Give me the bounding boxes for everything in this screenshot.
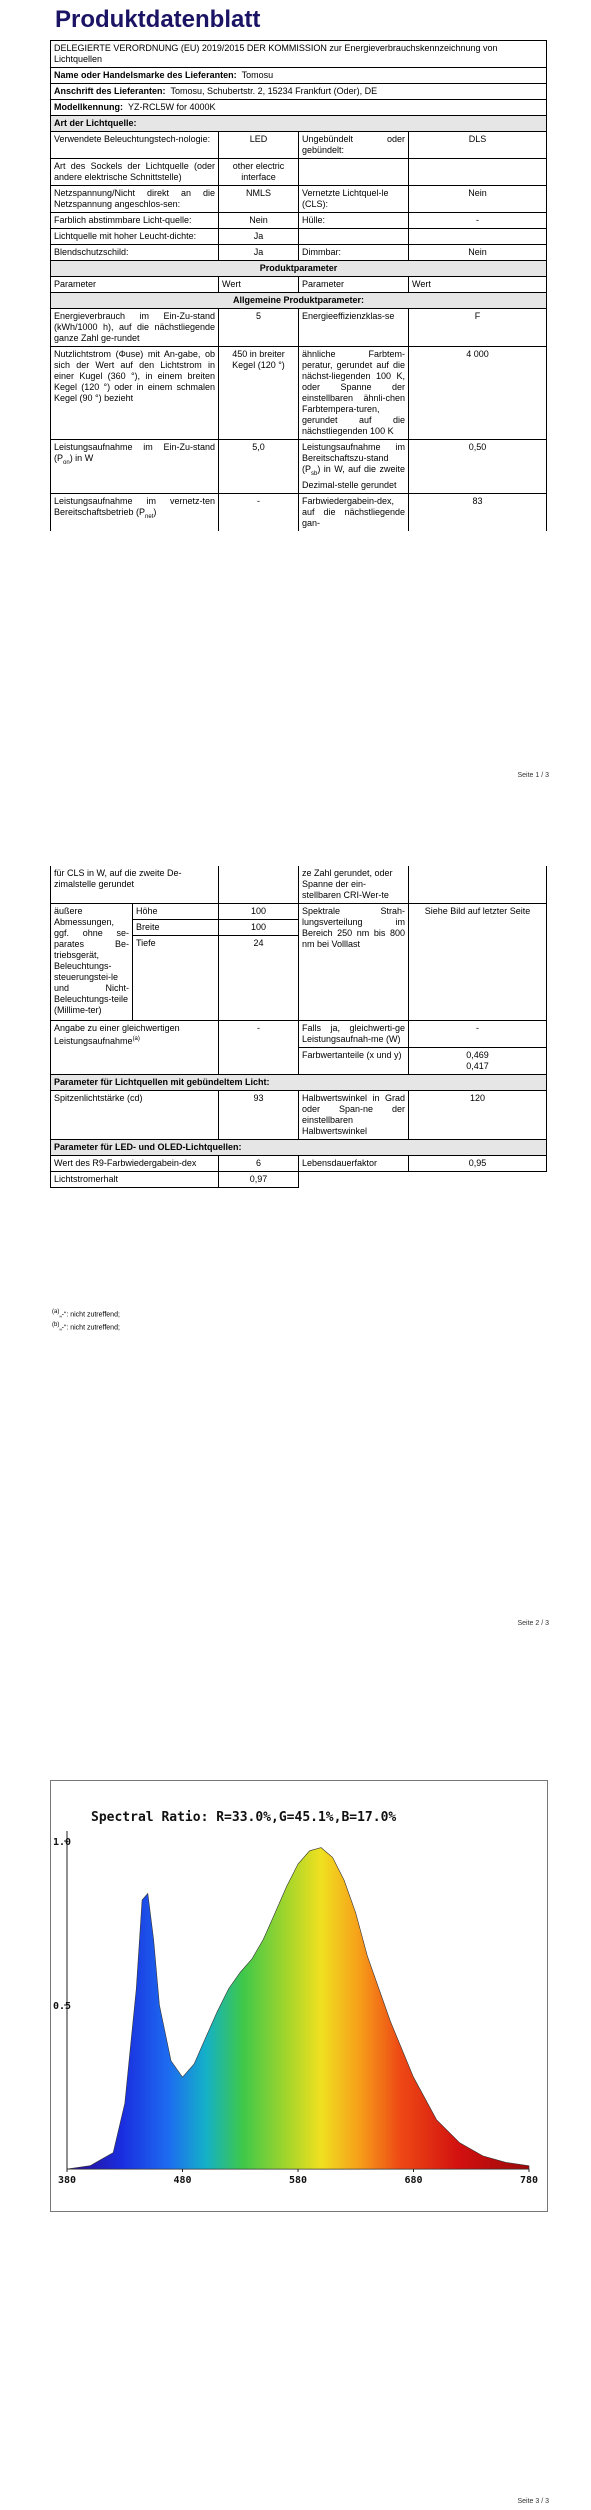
energy-class-label: Energieeffizienzklas-se	[299, 309, 409, 347]
col-param-1: Parameter	[51, 277, 219, 293]
spectral-label: Spektrale Strah-lungsverteilung im Bereich 250 nm bis 800 nm bei Volllast	[299, 904, 409, 1021]
chromaticity-label: Farbwertanteile (x und y)	[299, 1048, 409, 1075]
undirected-value: DLS	[409, 132, 547, 159]
r9-label: Wert des R9-Farbwiedergabein-dex	[51, 1156, 219, 1172]
energy-class-value: F	[409, 309, 547, 347]
pnet-label-cont: für CLS in W, auf die zweite De-zimalstelle gerundet	[51, 866, 219, 904]
page-3	[0, 1700, 591, 2510]
page-number-3: Seite 3 / 3	[517, 2498, 549, 2505]
energy-value: 5	[219, 309, 299, 347]
spectrum-area	[67, 1848, 529, 2169]
equivalent-power-value: -	[219, 1021, 299, 1075]
cls-value: Nein	[409, 186, 547, 213]
document-title: Produktdatenblatt	[55, 6, 261, 33]
equivalent-power-label: Angabe zu einer gleichwertigen Leistungsaufnahme$^{(a)}$	[51, 1021, 219, 1075]
y-tick-label: 0.5	[53, 2001, 72, 2012]
cri-value: 83	[409, 493, 547, 531]
pnet-value: -	[219, 493, 299, 531]
mains-label: Netzspannung/Nicht direkt an die Netzspannung angeschlos-sen:	[51, 186, 219, 213]
beam-angle-label: Halbwertswinkel in Grad oder Span-ne der einstellbaren Halbwertswinkel	[299, 1091, 409, 1140]
width-label: Breite	[133, 920, 219, 936]
survival-factor-value: 0,95	[409, 1156, 547, 1172]
page-number-2: Seite 2 / 3	[517, 1620, 549, 1627]
spectrum-chart	[51, 1781, 547, 2211]
tunable-label: Farblich abstimmbare Licht-quelle:	[51, 213, 219, 229]
product-table-part-1	[50, 40, 547, 531]
tech-value: LED	[219, 132, 299, 159]
chromaticity-value: 0,469 0,417	[409, 1048, 547, 1075]
x-tick-label: 580	[288, 2175, 308, 2186]
y-tick-label: 1.0	[53, 1837, 72, 1848]
model-row: Modellkennung: YZ-RCL5W for 4000K	[51, 100, 547, 116]
cls-label: Vernetzte Lichtquel-le (CLS):	[299, 186, 409, 213]
col-value-1: Wert	[219, 277, 299, 293]
lumen-maintenance-value: 0,97	[219, 1172, 299, 1188]
x-tick-label: 380	[57, 2175, 77, 2186]
peak-intensity-label: Spitzenlichtstärke (cd)	[51, 1091, 219, 1140]
section-light-source-type: Art der Lichtquelle:	[51, 116, 547, 132]
pon-value: 5,0	[219, 440, 299, 494]
pon-label: Leistungsaufnahme im Ein-Zu-stand $(P_{on})$ in W	[51, 440, 219, 494]
x-tick-label: 680	[404, 2175, 423, 2186]
cri-label: Farbwiedergabein-dex, auf die nächstliegende gan-	[299, 493, 409, 531]
dims-label: äußere Abmessungen, ggf. ohne se-parates Be-triebsgerät, Beleuchtungs-steuerungstei-le und Nicht-Beleuchtungs-teile (Millime-ter)	[51, 904, 133, 1021]
supplier-name-row: Name oder Handelsmarke des Lieferanten: Tomosu	[51, 68, 547, 84]
tech-label: Verwendete Beleuchtungstech-nologie:	[51, 132, 219, 159]
high-luminance-label: Lichtquelle mit hoher Leucht-dichte:	[51, 229, 219, 245]
envelope-label: Hülle:	[299, 213, 409, 229]
height-value: 100	[219, 904, 299, 920]
energy-label: Energieverbrauch im Ein-Zu-stand (kWh/1000 h), auf die nächstliegende ganze Zahl ge-rundet	[51, 309, 219, 347]
dimmable-label: Dimmbar:	[299, 245, 409, 261]
cri-label-cont: ze Zahl gerundet, oder Spanne der ein-stellbaren CRI-Wer-te	[299, 866, 409, 904]
footnote-a: $^{(a)}$„-“: nicht zutreffend;	[52, 1309, 120, 1319]
general-params-header: Allgemeine Produktparameter:	[51, 293, 547, 309]
psb-label: Leistungsaufnahme im Bereitschaftszu-stand $(P_{sb})$ in W, auf die zweite Dezimal-stelle gerundet	[299, 440, 409, 494]
survival-factor-label: Lebensdauerfaktor	[299, 1156, 409, 1172]
footnote-b: $^{(b)}$„-“: nicht zutreffend;	[52, 1322, 120, 1332]
height-label: Höhe	[133, 904, 219, 920]
antiglare-label: Blendschutzschild:	[51, 245, 219, 261]
page-2	[0, 860, 591, 1630]
flux-label: Nutzlichtstrom (Φuse) mit An-gabe, ob sich der Wert auf den Lichtstrom in einer Kugel (360 °), in einem breiten Kegel (120 °) oder in einem schmalen Kegel (90 °) bezieht	[51, 347, 219, 440]
depth-label: Tiefe	[133, 936, 219, 1021]
beam-angle-value: 120	[409, 1091, 547, 1140]
chart-title: Spectral Ratio: R=33.0%,G=45.1%,B=17.0%	[91, 1810, 397, 1825]
flux-value: 450 in breiter Kegel (120 °)	[219, 347, 299, 440]
equivalent-power-2-label: Falls ja, gleichwerti-ge Leistungsaufnah-me (W)	[299, 1021, 409, 1048]
antiglare-value: Ja	[219, 245, 299, 261]
led-header: Parameter für LED- und OLED-Lichtquellen:	[51, 1140, 547, 1156]
pnet-label: Leistungsaufnahme im vernetz-ten Bereitschaftsbetrieb $(P_{net})$	[51, 493, 219, 531]
supplier-address-row: Anschrift des Lieferanten: Tomosu, Schubertstr. 2, 15234 Frankfurt (Oder), DE	[51, 84, 547, 100]
dimmable-value: Nein	[409, 245, 547, 261]
tunable-value: Nein	[219, 213, 299, 229]
socket-value: other electric interface	[219, 159, 299, 186]
width-value: 100	[219, 920, 299, 936]
envelope-value: -	[409, 213, 547, 229]
undirected-label: Ungebündelt oder gebündelt:	[299, 132, 409, 159]
r9-value: 6	[219, 1156, 299, 1172]
page-number-1: Seite 1 / 3	[517, 772, 549, 779]
spectral-value: Siehe Bild auf letzter Seite	[409, 904, 547, 1021]
cct-label: ähnliche Farbtem-peratur, gerundet auf die nächst-liegenden 100 K, oder Spanne der einstellbaren ähnli-chen Farbtempera-turen, gerundet auf die nächstliegenden 100 K	[299, 347, 409, 440]
product-table-part-2	[50, 866, 547, 1188]
peak-intensity-value: 93	[219, 1091, 299, 1140]
depth-value: 24	[219, 936, 299, 1021]
spectrum-chart-frame	[50, 1780, 548, 2212]
lumen-maintenance-label: Lichtstromerhalt	[51, 1172, 219, 1188]
product-params-header: Produktparameter	[51, 261, 547, 277]
col-param-2: Parameter	[299, 277, 409, 293]
directional-header: Parameter für Lichtquellen mit gebündeltem Licht:	[51, 1075, 547, 1091]
high-luminance-value: Ja	[219, 229, 299, 245]
socket-label: Art des Sockels der Lichtquelle (oder andere elektrische Schnittstelle)	[51, 159, 219, 186]
mains-value: NMLS	[219, 186, 299, 213]
col-value-2: Wert	[409, 277, 547, 293]
x-tick-label: 480	[173, 2175, 192, 2186]
equivalent-power-2-value: -	[409, 1021, 547, 1048]
cct-value: 4 000	[409, 347, 547, 440]
regulation-text: DELEGIERTE VERORDNUNG (EU) 2019/2015 DER KOMMISSION zur Energieverbrauchskennzeichnung von Lichtquellen	[51, 41, 547, 68]
page-1	[0, 0, 591, 780]
psb-value: 0,50	[409, 440, 547, 494]
x-tick-label: 780	[519, 2175, 539, 2186]
